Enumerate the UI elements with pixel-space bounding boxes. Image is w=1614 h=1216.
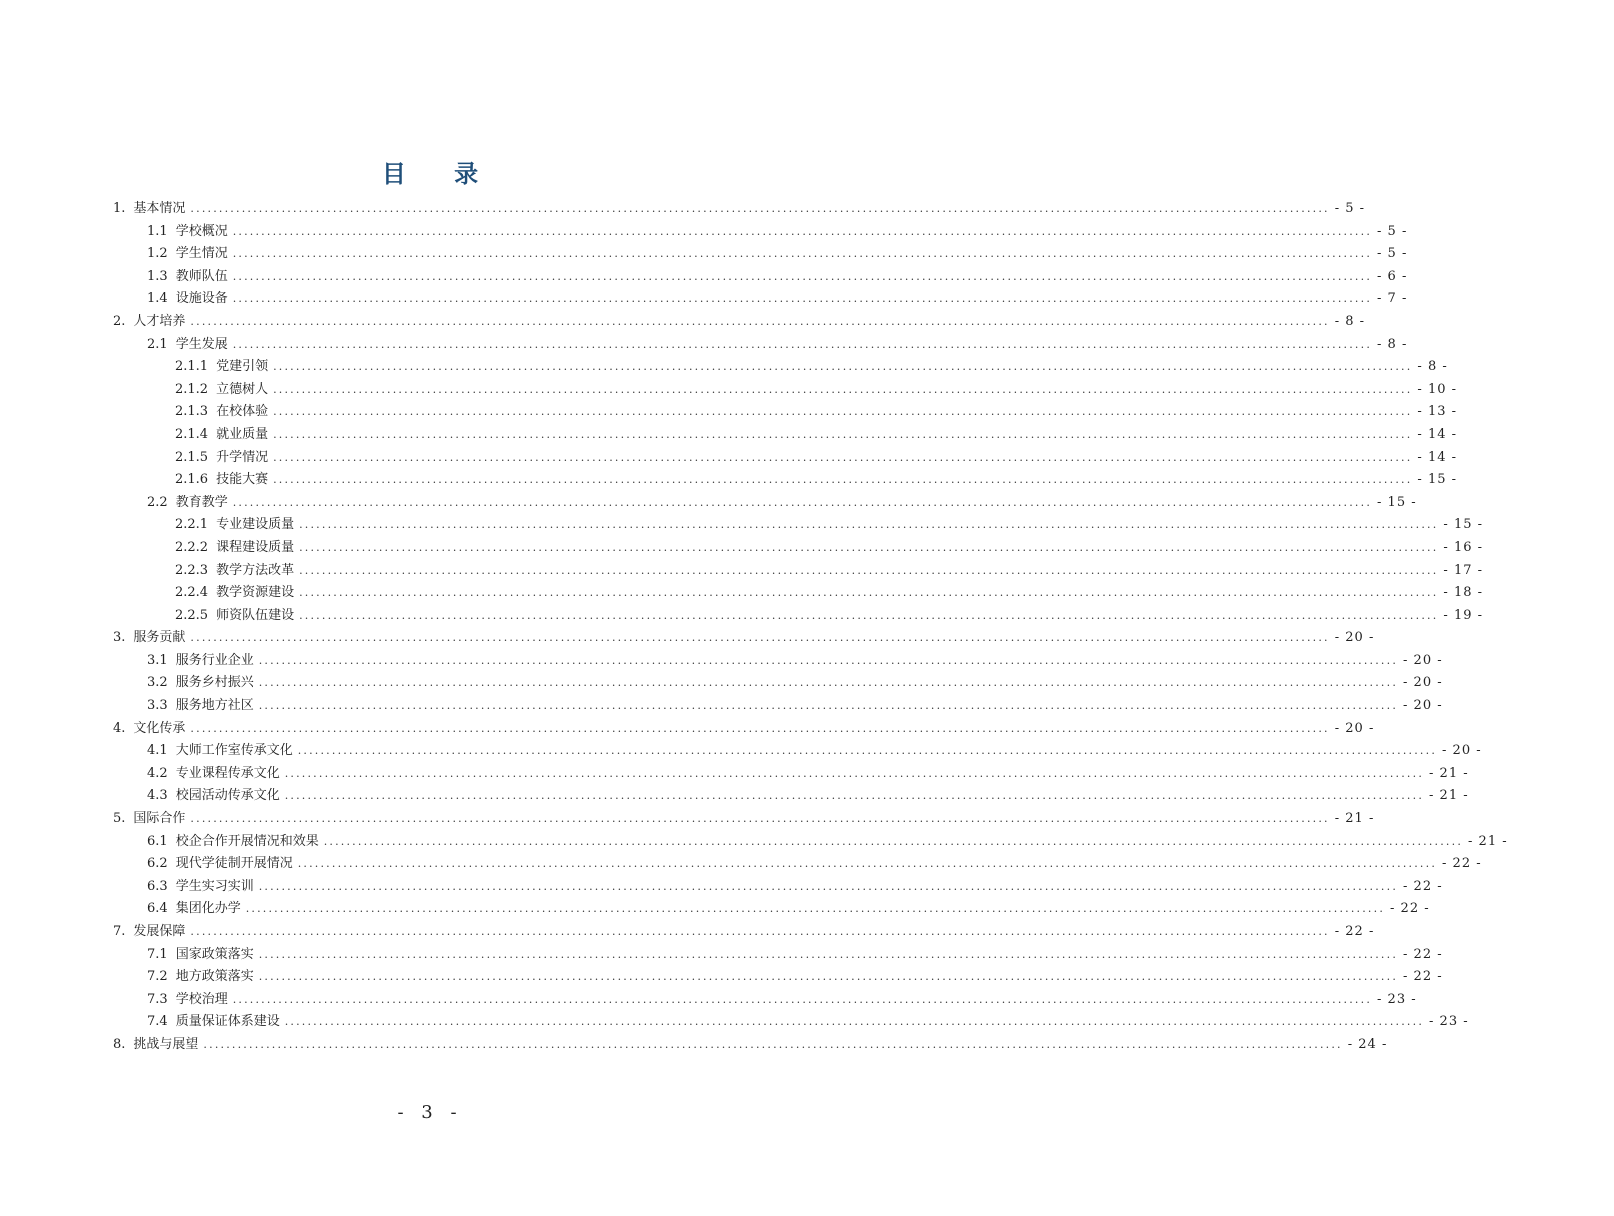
toc-entry-page: - 5 - xyxy=(1377,223,1408,239)
toc-entry-number: 6.2 xyxy=(147,856,168,872)
toc-entry[interactable] xyxy=(0,311,1366,334)
toc-entry-number: 7.1 xyxy=(147,946,168,962)
toc-entry-number: 7.3 xyxy=(147,991,168,1007)
toc-entry-title: 国家政策落实 xyxy=(175,946,254,962)
toc-entry-number: 1.2 xyxy=(147,246,168,262)
toc-entry[interactable] xyxy=(0,1034,1388,1057)
toc-dot-leader: ........................................................................................................................................................................................................ xyxy=(190,812,1330,826)
toc-entry-number: 2.2.3 xyxy=(175,562,209,578)
table-of-contents xyxy=(0,198,1508,1057)
toc-entry-page: - 19 - xyxy=(1443,607,1484,623)
toc-entry[interactable] xyxy=(0,401,1458,424)
toc-dot-leader: ........................................................................................................................................................................................................ xyxy=(299,540,1439,554)
toc-entry-title: 师资队伍建设 xyxy=(216,607,295,623)
toc-entry-title: 发展保障 xyxy=(133,924,186,939)
toc-entry[interactable] xyxy=(0,695,1443,718)
toc-dot-leader: ........................................................................................................................................................................................................ xyxy=(232,992,1373,1006)
toc-entry-title: 技能大赛 xyxy=(216,472,269,488)
toc-entry-page: - 10 - xyxy=(1417,381,1458,397)
toc-entry[interactable] xyxy=(0,898,1430,921)
toc-entry[interactable] xyxy=(0,672,1443,695)
toc-entry-title: 升学情况 xyxy=(216,449,269,465)
toc-entry[interactable] xyxy=(0,785,1469,808)
toc-dot-leader: ........................................................................................................................................................................................................ xyxy=(190,721,1330,735)
toc-entry-title: 专业课程传承文化 xyxy=(175,765,280,781)
toc-entry-page: - 22 - xyxy=(1403,969,1443,985)
toc-dot-leader: ........................................................................................................................................................................................................ xyxy=(284,766,1425,780)
toc-dot-leader: ........................................................................................................................................................................................................ xyxy=(299,518,1439,532)
toc-dot-leader: ........................................................................................................................................................................................................ xyxy=(273,450,1413,464)
toc-dot-leader: ........................................................................................................................................................................................................ xyxy=(284,1015,1425,1029)
toc-entry[interactable] xyxy=(0,537,1484,560)
toc-entry[interactable] xyxy=(0,560,1484,583)
toc-entry[interactable] xyxy=(0,243,1408,266)
toc-entry-title: 现代学徒制开展情况 xyxy=(175,856,293,872)
toc-entry[interactable] xyxy=(0,1011,1469,1034)
toc-entry[interactable] xyxy=(0,831,1508,854)
toc-entry-title: 挑战与展望 xyxy=(133,1036,199,1052)
toc-entry[interactable] xyxy=(0,944,1443,967)
toc-dot-leader: ........................................................................................................................................................................................................ xyxy=(232,247,1373,261)
toc-entry-page: - 20 - xyxy=(1334,720,1375,736)
toc-entry-title: 教学方法改革 xyxy=(216,562,295,578)
toc-dot-leader: ........................................................................................................................................................................................................ xyxy=(258,699,1399,713)
toc-entry-number: 1. xyxy=(113,201,126,216)
toc-entry-title: 服务贡献 xyxy=(133,630,186,646)
toc-entry-page: - 15 - xyxy=(1417,472,1458,488)
toc-dot-leader: ........................................................................................................................................................................................................ xyxy=(232,224,1373,238)
toc-entry-number: 5. xyxy=(113,811,126,827)
toc-dot-leader: ........................................................................................................................................................................................................ xyxy=(190,314,1330,328)
toc-entry-number: 2.1.1 xyxy=(175,359,209,375)
toc-entry[interactable] xyxy=(0,718,1375,741)
toc-entry[interactable] xyxy=(0,627,1375,650)
toc-entry-number: 2.1.6 xyxy=(175,472,209,488)
toc-entry[interactable] xyxy=(0,288,1408,311)
toc-entry[interactable] xyxy=(0,447,1458,470)
toc-dot-leader: ........................................................................................................................................................................................................ xyxy=(190,202,1330,215)
toc-entry-number: 6.3 xyxy=(147,878,168,894)
toc-entry-number: 1.1 xyxy=(147,223,168,239)
toc-dot-leader: ........................................................................................................................................................................................................ xyxy=(258,879,1399,893)
toc-entry-page: - 7 - xyxy=(1377,291,1408,307)
toc-entry[interactable] xyxy=(0,966,1443,989)
toc-entry-title: 学校治理 xyxy=(175,991,228,1007)
toc-dot-leader: ........................................................................................................................................................................................................ xyxy=(258,653,1399,667)
toc-entry[interactable] xyxy=(0,650,1443,673)
toc-entry-number: 2.2 xyxy=(147,494,168,510)
toc-entry-page: - 8 - xyxy=(1377,336,1408,352)
toc-entry-title: 在校体验 xyxy=(216,404,269,420)
toc-dot-leader: ........................................................................................................................................................................................................ xyxy=(273,382,1413,396)
toc-entry-page: - 20 - xyxy=(1403,652,1443,668)
toc-entry-number: 4.1 xyxy=(147,743,168,759)
toc-entry-title: 设施设备 xyxy=(175,291,228,307)
toc-entry-title: 校园活动传承文化 xyxy=(175,788,280,804)
toc-entry-page: - 5 - xyxy=(1377,246,1408,262)
toc-entry-page: - 22 - xyxy=(1403,946,1443,962)
toc-entry[interactable] xyxy=(0,582,1484,605)
toc-entry-number: 2.1.2 xyxy=(175,381,209,397)
toc-entry-page: - 23 - xyxy=(1377,991,1417,1007)
toc-entry[interactable] xyxy=(0,266,1408,289)
toc-entry[interactable] xyxy=(0,763,1469,786)
toc-entry-number: 2.1.3 xyxy=(175,404,209,420)
page-number: - 3 - xyxy=(397,1102,463,1123)
toc-entry-number: 2.2.1 xyxy=(175,517,209,533)
toc-entry-number: 2.1 xyxy=(147,336,168,352)
toc-entry-page: - 21 - xyxy=(1429,765,1469,781)
toc-entry-page: - 15 - xyxy=(1443,517,1484,533)
toc-entry[interactable] xyxy=(0,492,1417,515)
toc-dot-leader: ........................................................................................................................................................................................................ xyxy=(258,947,1399,961)
toc-entry[interactable] xyxy=(0,989,1417,1012)
toc-entry-number: 4.2 xyxy=(147,765,168,781)
toc-entry-page: - 5 - xyxy=(1334,201,1366,216)
toc-entry[interactable] xyxy=(0,334,1408,357)
toc-entry-number: 3.1 xyxy=(147,652,168,668)
toc-entry-title: 地方政策落实 xyxy=(175,969,254,985)
toc-entry-number: 1.3 xyxy=(147,268,168,284)
toc-dot-leader: ........................................................................................................................................................................................................ xyxy=(273,360,1413,374)
toc-entry-number: 2. xyxy=(113,313,126,329)
toc-entry-number: 3.2 xyxy=(147,675,168,691)
toc-entry-number: 2.2.5 xyxy=(175,607,209,623)
toc-entry-page: - 13 - xyxy=(1417,404,1458,420)
toc-entry-number: 7.4 xyxy=(147,1014,168,1030)
toc-entry-title: 教育教学 xyxy=(175,494,228,510)
toc-dot-leader: ........................................................................................................................................................................................................ xyxy=(232,292,1373,306)
toc-entry-number: 2.1.4 xyxy=(175,426,209,442)
toc-entry[interactable] xyxy=(0,379,1458,402)
toc-entry[interactable] xyxy=(0,921,1375,944)
toc-entry-page: - 23 - xyxy=(1429,1014,1469,1030)
toc-entry-number: 2.2.4 xyxy=(175,585,209,601)
toc-entry-title: 文化传承 xyxy=(133,720,186,736)
toc-entry-title: 学生发展 xyxy=(175,336,228,352)
toc-entry-title: 集团化办学 xyxy=(175,901,241,917)
toc-dot-leader: ........................................................................................................................................................................................................ xyxy=(299,563,1439,577)
toc-entry[interactable] xyxy=(0,876,1443,899)
toc-entry-title: 专业建设质量 xyxy=(216,517,295,533)
toc-entry-page: - 15 - xyxy=(1377,494,1417,510)
toc-entry-number: 2.2.2 xyxy=(175,539,209,555)
toc-entry-number: 1.4 xyxy=(147,291,168,307)
toc-entry[interactable] xyxy=(0,221,1408,244)
toc-dot-leader: ........................................................................................................................................................................................................ xyxy=(232,337,1373,351)
toc-entry-title: 教师队伍 xyxy=(175,268,228,284)
toc-dot-leader: ........................................................................................................................................................................................................ xyxy=(190,631,1330,645)
toc-entry[interactable] xyxy=(0,424,1458,447)
toc-entry-page: - 21 - xyxy=(1429,788,1469,804)
toc-entry-title: 就业质量 xyxy=(216,426,269,442)
toc-dot-leader: ........................................................................................................................................................................................................ xyxy=(232,495,1373,509)
toc-entry-page: - 8 - xyxy=(1334,313,1366,329)
toc-entry-number: 4.3 xyxy=(147,788,168,804)
toc-entry-page: - 6 - xyxy=(1377,268,1408,284)
toc-entry-page: - 17 - xyxy=(1443,562,1484,578)
toc-dot-leader: ........................................................................................................................................................................................................ xyxy=(245,902,1386,916)
toc-entry[interactable] xyxy=(0,740,1482,763)
toc-entry-page: - 20 - xyxy=(1334,630,1375,646)
toc-entry-title: 大师工作室传承文化 xyxy=(175,743,293,759)
toc-entry-title: 党建引领 xyxy=(216,359,269,375)
toc-entry-number: 2.1.5 xyxy=(175,449,209,465)
toc-entry-page: - 22 - xyxy=(1334,924,1375,939)
toc-entry-title: 服务乡村振兴 xyxy=(175,675,254,691)
toc-dot-leader: ........................................................................................................................................................................................................ xyxy=(258,676,1399,690)
toc-entry-number: 3.3 xyxy=(147,698,168,714)
toc-dot-leader: ........................................................................................................................................................................................................ xyxy=(273,405,1413,419)
toc-entry-title: 国际合作 xyxy=(133,811,186,827)
toc-entry-title: 学校概况 xyxy=(175,223,228,239)
toc-entry-title: 基本情况 xyxy=(133,201,186,216)
toc-dot-leader: ........................................................................................................................................................................................................ xyxy=(258,970,1399,984)
toc-entry[interactable] xyxy=(0,605,1484,628)
toc-entry[interactable] xyxy=(0,356,1448,379)
toc-entry-page: - 16 - xyxy=(1443,539,1484,555)
toc-entry-page: - 14 - xyxy=(1417,426,1458,442)
toc-entry-page: - 20 - xyxy=(1403,698,1443,714)
toc-entry-title: 学生实习实训 xyxy=(175,878,254,894)
toc-dot-leader: ........................................................................................................................................................................................................ xyxy=(273,427,1413,441)
toc-entry-page: - 8 - xyxy=(1417,359,1448,375)
toc-entry-title: 校企合作开展情况和效果 xyxy=(175,833,319,849)
toc-dot-leader: ........................................................................................................................................................................................................ xyxy=(297,744,1438,758)
toc-entry-number: 8. xyxy=(113,1036,126,1052)
toc-dot-leader: ........................................................................................................................................................................................................ xyxy=(232,269,1373,283)
toc-entry-title: 质量保证体系建设 xyxy=(175,1014,280,1030)
toc-entry-title: 教学资源建设 xyxy=(216,585,295,601)
toc-entry-page: - 20 - xyxy=(1403,675,1443,691)
toc-dot-leader: ........................................................................................................................................................................................................ xyxy=(299,608,1439,622)
toc-entry[interactable] xyxy=(0,469,1458,492)
toc-entry-page: - 21 - xyxy=(1468,833,1508,849)
toc-entry-page: - 22 - xyxy=(1390,901,1430,917)
toc-entry-title: 人才培养 xyxy=(133,313,186,329)
toc-entry-page: - 22 - xyxy=(1442,856,1482,872)
toc-entry-number: 4. xyxy=(113,720,126,736)
toc-entry-number: 7. xyxy=(113,924,126,939)
toc-entry-page: - 14 - xyxy=(1417,449,1458,465)
toc-entry-number: 6.4 xyxy=(147,901,168,917)
toc-entry[interactable] xyxy=(0,198,1366,221)
toc-entry[interactable] xyxy=(0,808,1375,831)
toc-entry-number: 6.1 xyxy=(147,833,168,849)
toc-entry-title: 课程建设质量 xyxy=(216,539,295,555)
toc-dot-leader: ........................................................................................................................................................................................................ xyxy=(323,834,1464,848)
toc-entry[interactable] xyxy=(0,514,1484,537)
toc-dot-leader: ........................................................................................................................................................................................................ xyxy=(203,1037,1343,1051)
toc-entry-page: - 20 - xyxy=(1442,743,1482,759)
toc-entry-title: 服务行业企业 xyxy=(175,652,254,668)
toc-entry-number: 7.2 xyxy=(147,969,168,985)
toc-entry-page: - 18 - xyxy=(1443,585,1484,601)
toc-entry-title: 立德树人 xyxy=(216,381,269,397)
toc-entry-title: 服务地方社区 xyxy=(175,698,254,714)
toc-title: 目 录 xyxy=(381,160,499,188)
toc-entry[interactable] xyxy=(0,853,1482,876)
toc-dot-leader: ........................................................................................................................................................................................................ xyxy=(190,925,1330,938)
toc-entry-title: 学生情况 xyxy=(175,246,228,262)
toc-entry-page: - 22 - xyxy=(1403,878,1443,894)
toc-dot-leader: ........................................................................................................................................................................................................ xyxy=(284,789,1425,803)
toc-entry-page: - 21 - xyxy=(1334,811,1375,827)
toc-dot-leader: ........................................................................................................................................................................................................ xyxy=(297,857,1438,871)
toc-dot-leader: ........................................................................................................................................................................................................ xyxy=(299,586,1439,600)
toc-entry-number: 3. xyxy=(113,630,126,646)
toc-entry-page: - 24 - xyxy=(1347,1036,1388,1052)
toc-dot-leader: ........................................................................................................................................................................................................ xyxy=(273,473,1413,487)
